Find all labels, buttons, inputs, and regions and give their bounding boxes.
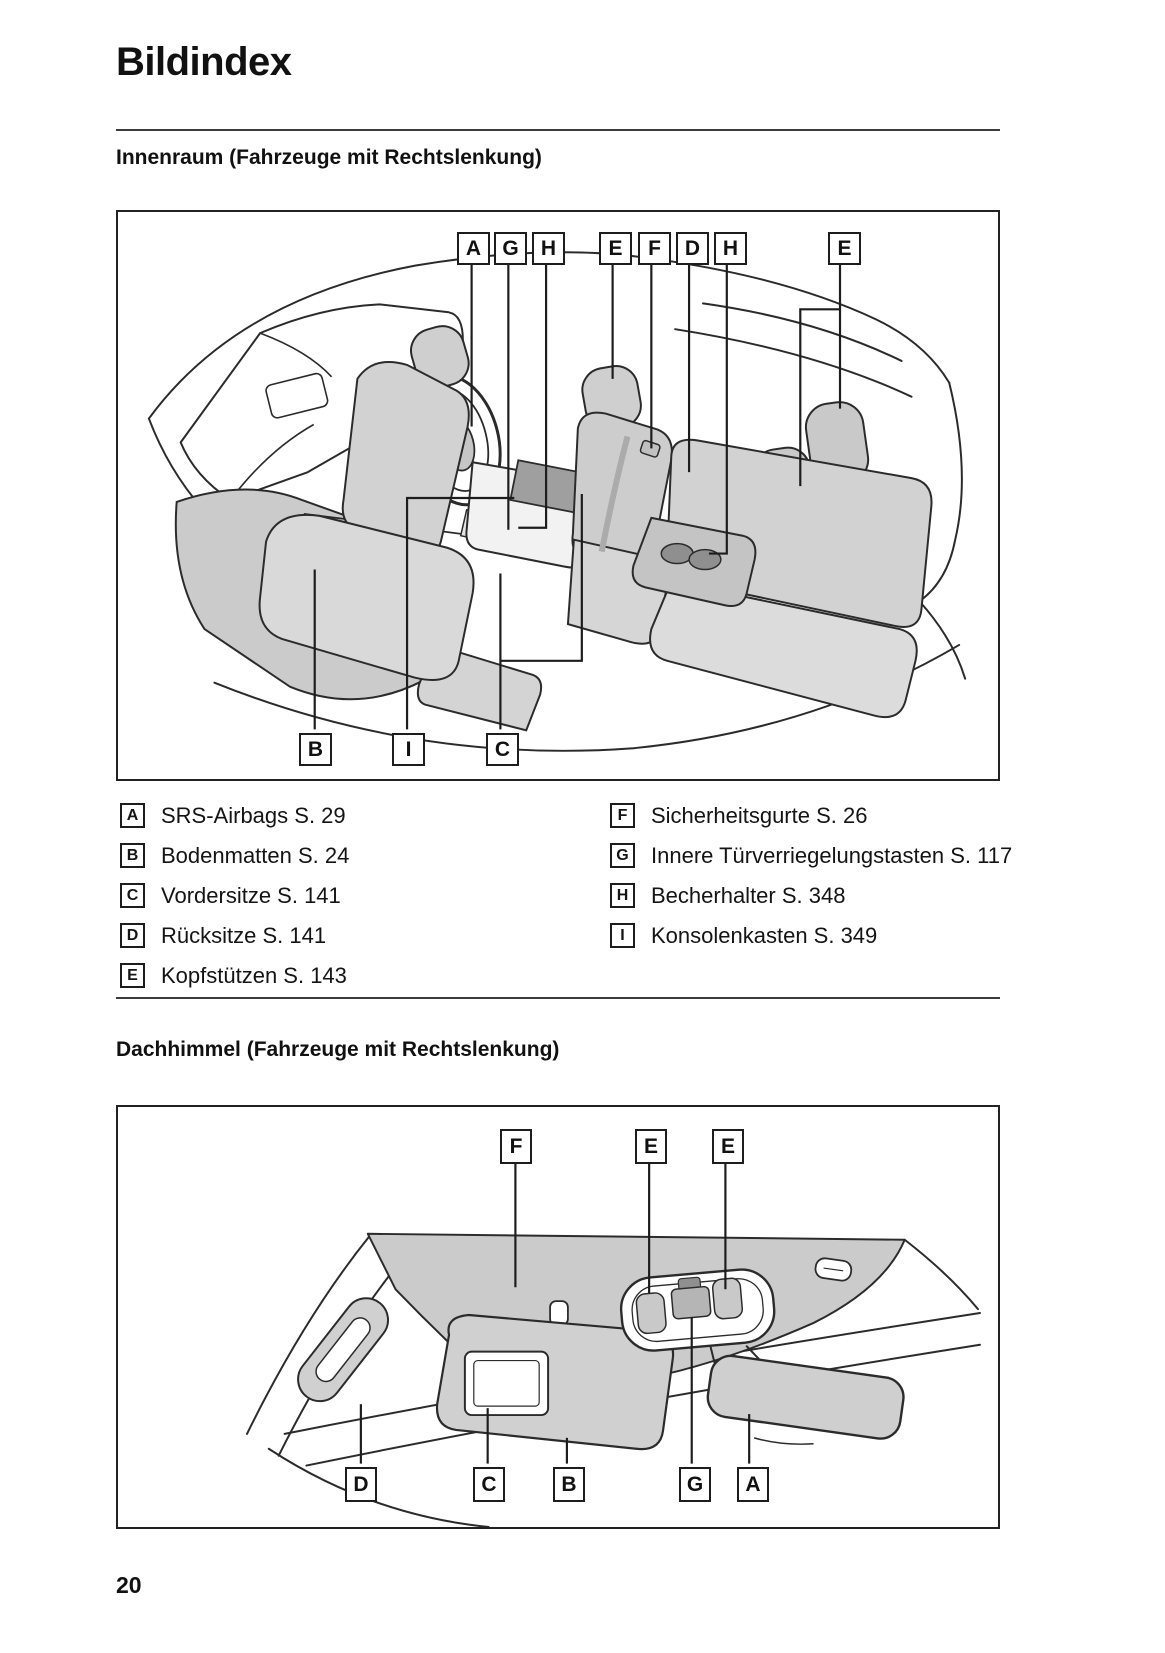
legend-item-E (120, 963, 349, 988)
callout-label-I: I (392, 733, 425, 766)
callout-label-H: H (532, 232, 565, 265)
legend-label: Konsolenkasten S. 349 (651, 922, 878, 948)
overhead-console-drawing (618, 1267, 776, 1353)
callout-label-C: C (486, 733, 519, 766)
map-light-left-drawing (636, 1292, 667, 1334)
legend-label: Becherhalter S. 348 (651, 882, 846, 908)
callout-label-B: B (299, 733, 332, 766)
callout-label-H: H (714, 232, 747, 265)
legend-column-right (610, 803, 1012, 963)
callout-label-E: E (828, 232, 861, 265)
legend-key-G: G (610, 843, 635, 868)
legend-key-I: I (610, 923, 635, 948)
callout-label-C: C (473, 1467, 505, 1502)
legend-item-D (120, 923, 349, 948)
callout-label-E: E (599, 232, 632, 265)
legend-key-D: D (120, 923, 145, 948)
legend-key-H: H (610, 883, 635, 908)
callout-label-D: D (676, 232, 709, 265)
rearview-mirror-drawing (705, 1346, 906, 1444)
callout-label-A: A (737, 1467, 769, 1502)
title-divider (116, 129, 1000, 131)
callout-label-B: B (553, 1467, 585, 1502)
legend-key-C: C (120, 883, 145, 908)
callout-label-F: F (500, 1129, 532, 1164)
console-box-drawing (466, 460, 589, 567)
legend-key-A: A (120, 803, 145, 828)
legend-key-F: F (610, 803, 635, 828)
legend-item-B (120, 843, 349, 868)
legend-item-C (120, 883, 349, 908)
legend-item-F (610, 803, 1012, 828)
callout-label-G: G (679, 1467, 711, 1502)
legend-label: Bodenmatten S. 24 (161, 842, 350, 868)
console-switch-drawing (671, 1286, 711, 1319)
page-number: 20 (116, 1572, 142, 1598)
callout-label-G: G (494, 232, 527, 265)
map-light-right-drawing (712, 1278, 743, 1320)
section-heading-headliner: Dachhimmel (Fahrzeuge mit Rechtslenkung) (116, 1038, 560, 1061)
legend-item-I (610, 923, 1012, 948)
callout-label-D: D (345, 1467, 377, 1502)
legend-key-E: E (120, 963, 145, 988)
interior-figure (116, 210, 1000, 781)
driver-seat-drawing (568, 363, 672, 644)
legend-item-H (610, 883, 1012, 908)
legend-divider (116, 997, 1000, 999)
callout-label-A: A (457, 232, 490, 265)
headliner-illustration (118, 1107, 998, 1527)
legend-item-G (610, 843, 1012, 868)
page-title: Bildindex (116, 40, 292, 84)
legend-label: SRS-Airbags S. 29 (161, 802, 346, 828)
legend-key-B: B (120, 843, 145, 868)
headliner-figure (116, 1105, 1000, 1529)
legend-label: Vordersitze S. 141 (161, 882, 341, 908)
section-heading-interior: Innenraum (Fahrzeuge mit Rechtslenkung) (116, 146, 542, 169)
grab-handle-drawing (289, 1289, 397, 1410)
legend-label: Rücksitze S. 141 (161, 922, 327, 948)
interior-illustration (118, 212, 998, 779)
callout-label-E: E (635, 1129, 667, 1164)
legend-item-A (120, 803, 349, 828)
callout-label-E: E (712, 1129, 744, 1164)
callout-label-F: F (638, 232, 671, 265)
legend-label: Sicherheitsgurte S. 26 (651, 802, 868, 828)
legend-column-left (120, 803, 349, 1003)
legend-label: Innere Türverriegelungstasten S. 117 (651, 842, 1013, 868)
legend-label: Kopfstützen S. 143 (161, 962, 347, 988)
